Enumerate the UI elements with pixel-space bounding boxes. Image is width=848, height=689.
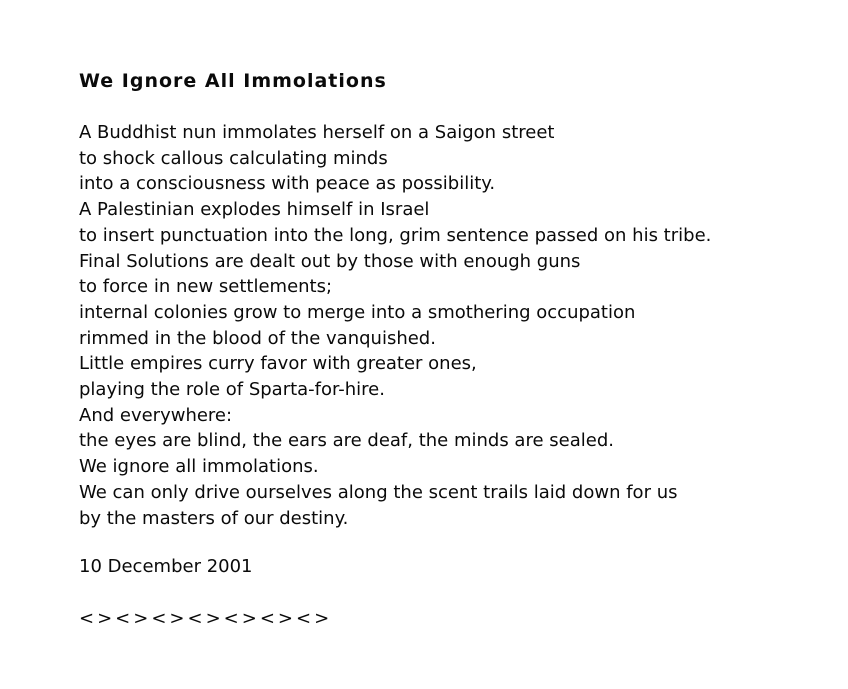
poem-date: 10 December 2001 xyxy=(79,556,253,578)
poem-line: playing the role of Sparta-for-hire. xyxy=(79,379,385,401)
poem-line: the eyes are blind, the ears are deaf, the minds are sealed. xyxy=(79,430,614,452)
poem-line: We ignore all immolations. xyxy=(79,456,319,478)
poem-separator: <><><><><><><> xyxy=(79,608,333,630)
poem-line: Final Solutions are dealt out by those with enough guns xyxy=(79,250,581,272)
poem-line: A Palestinian explodes himself in Israel xyxy=(79,199,430,221)
poem-line: We can only drive ourselves along the scent trails laid down for us xyxy=(79,481,678,503)
poem-line: Little empires curry favor with greater ones, xyxy=(79,353,477,375)
poem-line: to insert punctuation into the long, grim sentence passed on his tribe. xyxy=(79,224,712,246)
poem-title: We Ignore All Immolations xyxy=(79,70,387,92)
poem-line: internal colonies grow to merge into a smothering occupation xyxy=(79,301,636,323)
poem-body xyxy=(79,120,808,531)
poem-line: to shock callous calculating minds xyxy=(79,147,388,169)
poem-line: into a consciousness with peace as possibility. xyxy=(79,173,496,195)
poem-line: A Buddhist nun immolates herself on a Saigon street xyxy=(79,122,555,143)
poem-line: by the masters of our destiny. xyxy=(79,507,349,529)
poem-line: And everywhere: xyxy=(79,404,233,426)
poem-line: to force in new settlements; xyxy=(79,276,333,298)
poem-line: rimmed in the blood of the vanquished. xyxy=(79,327,436,349)
